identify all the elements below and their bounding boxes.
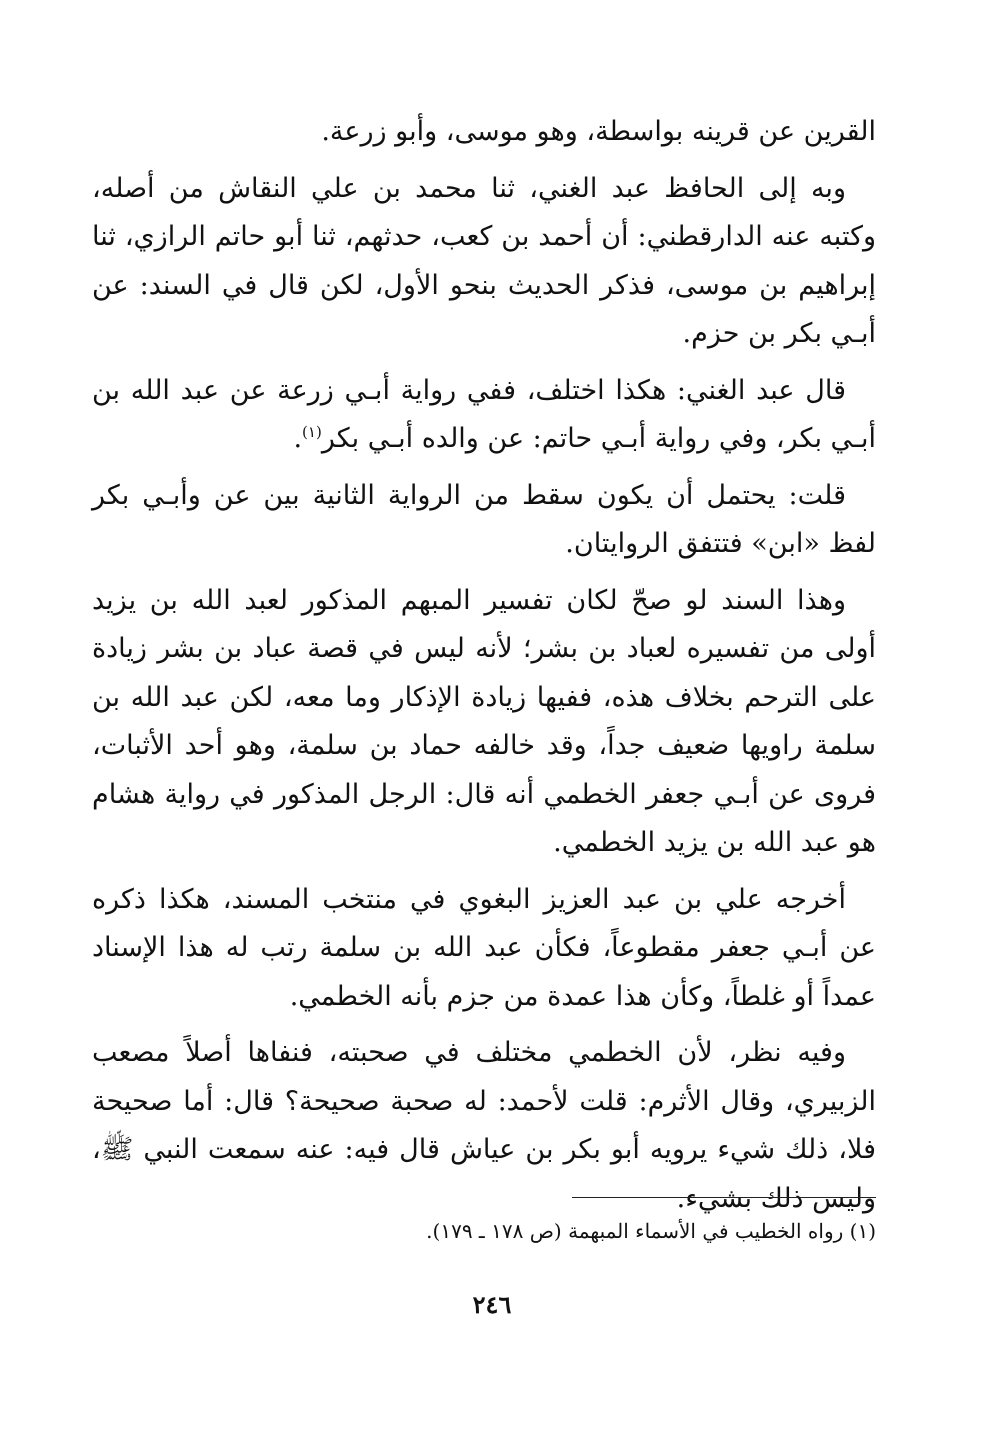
footnote-text: رواه الخطيب في الأسماء المبهمة (ص ١٧٨ ـ ١٧٩). <box>426 1219 844 1243</box>
footnote <box>276 1216 876 1246</box>
paragraph-3 <box>92 367 876 464</box>
paragraph-5: وهذا السند لو صحّ لكان تفسير المبهم المذكور لعبد الله بن يزيد أولى من تفسيره لعباد بن بشر؛ لأنه ليس في قصة عباد بن بشر زيادة على الترحم بخلاف هذه، ففيها زيادة الإذكار وما معه، لكن عبد الله بن سلمة راويها ضعيف جداً، وقد خالفه حماد بن سلمة، وهو أحد الأثبات، فروى عن أبـي جعفر الخطمي أنه قال: الرجل المذكور في رواية هشام هو عبد الله بن يزيد الخطمي. <box>92 584 876 858</box>
paragraph-3-text: قال عبد الغني: هكذا اختلف، ففي رواية أبـي زرعة عن عبد الله بن أبـي بكر، وفي رواية أبـي حاتم: عن والده أبـي بكر <box>92 374 876 454</box>
main-text <box>92 108 876 1231</box>
footnote-reference[interactable]: (١) <box>302 423 322 441</box>
footnote-number: (١) <box>849 1219 876 1243</box>
page-number: ٢٤٦ <box>472 1290 512 1319</box>
paragraph-6: أخرجه علي بن عبد العزيز البغوي في منتخب المسند، هكذا ذكره عن أبـي جعفر مقطوعاً، فكأن عبد الله بن سلمة رتب له هذا الإسناد عمداً أو غلطاً، وكأن هذا عمدة من جزم بأنه الخطمي. <box>92 883 876 1012</box>
footnote-divider <box>572 1197 876 1198</box>
paragraph-1: القرين عن قرينه بواسطة، وهو موسى، وأبو زرعة. <box>321 116 876 147</box>
paragraph-2: وبه إلى الحافظ عبد الغني، ثنا محمد بن علي النقاش من أصله، وكتبه عنه الدارقطني: أن أحمد بن كعب، حدثهم، ثنا أبو حاتم الرازي، ثنا إبراهيم بن موسى، فذكر الحديث بنحو الأول، لكن قال في السند: عن أبـي بكر بن حزم. <box>92 172 876 349</box>
paragraph-3-end: . <box>293 423 303 454</box>
paragraph-4: قلت: يحتمل أن يكون سقط من الرواية الثانية بين عن وأبـي بكر لفظ «ابن» فتتفق الروايتان. <box>92 479 876 559</box>
paragraph-7: وفيه نظر، لأن الخطمي مختلف في صحبته، فنفاها أصلاً مصعب الزبيري، وقال الأثرم: قلت لأحمد: له صحبة صحيحة؟ قال: أما صحيحة فلا، ذلك شيء يرويه أبو بكر بن عياش قال فيه: عنه سمعت النبي ﷺ، وليس ذلك بشيء. <box>92 1037 876 1214</box>
